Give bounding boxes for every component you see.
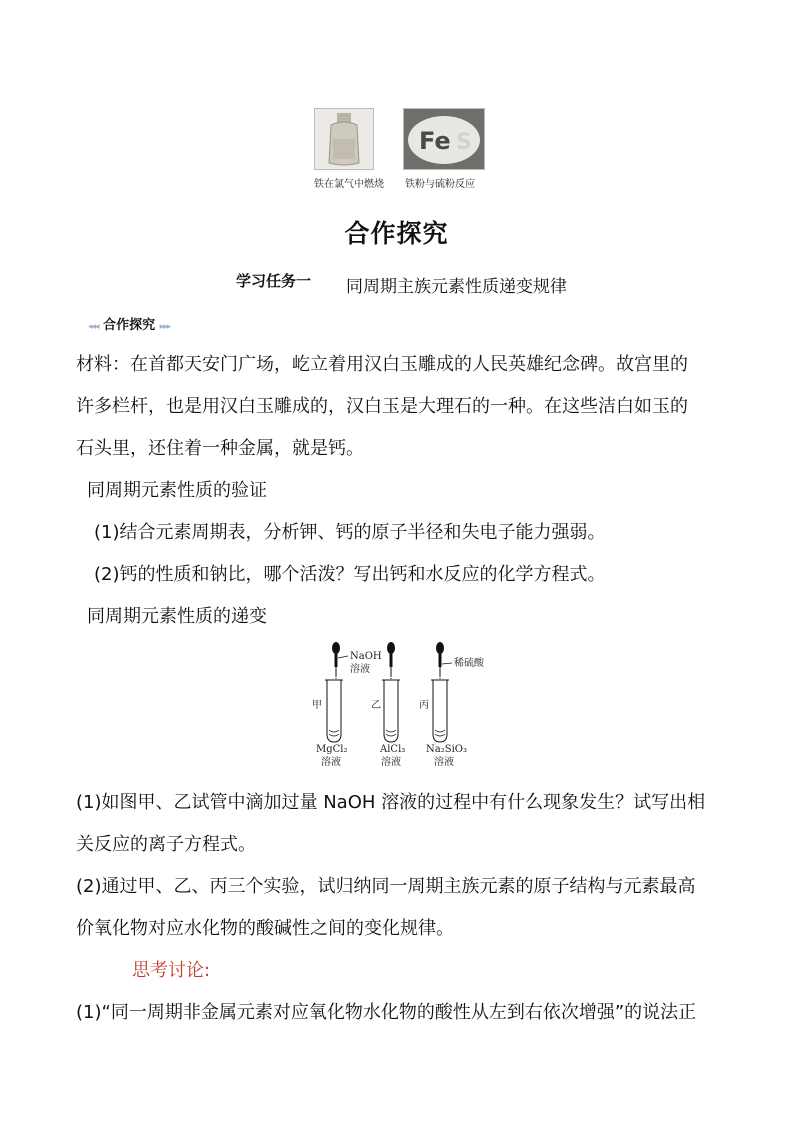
task-label: 学习任务一 <box>236 272 312 290</box>
solution-1-word: 溶液 <box>321 757 341 768</box>
svg-text:S: S <box>456 130 472 155</box>
right-photo-caption: 铁粉与硫粉反应 <box>405 179 475 190</box>
material-line-3: 石头里，还住着一种金属，就是钙。 <box>76 438 364 459</box>
solution-1-formula: MgCl₂ <box>316 744 348 755</box>
dropper-3-icon <box>436 642 444 680</box>
svg-text:Fe: Fe <box>419 127 451 155</box>
tag-right-arrows-icon: ▸▸▸ <box>159 322 171 332</box>
question-2-line-1: (2)通过甲、乙、丙三个实验，试归纳同一周期主族元素的原子结构与元素最高 <box>76 876 696 897</box>
verify-question-1: (1)结合元素周期表，分析钾、钙的原子半径和失电子能力强弱。 <box>94 522 606 543</box>
trend-heading: 同周期元素性质的递变 <box>87 606 267 627</box>
tube-label-jia: 甲 <box>312 700 322 711</box>
tag-left-arrows-icon: ◂◂◂ <box>88 322 99 332</box>
tube-label-bing: 丙 <box>419 700 429 711</box>
question-1-line-1: (1)如图甲、乙试管中滴加过量 NaOH 溶液的过程中有什么现象发生？试写出相 <box>76 792 706 813</box>
fe-powder-illustration <box>404 109 484 169</box>
reagent-naoh-solution-label: 溶液 <box>350 664 370 675</box>
solution-3-formula: Na₂SiO₃ <box>426 744 467 755</box>
solution-2-formula: AlCl₃ <box>380 744 406 755</box>
reagent-acid-label: 稀硫酸 <box>454 658 484 669</box>
test-tube-2 <box>382 680 400 742</box>
question-1-line-2: 关反应的离子方程式。 <box>76 834 256 855</box>
dropper-2-icon <box>387 642 395 680</box>
section-tag <box>88 314 170 333</box>
dropper-1-icon <box>332 642 340 680</box>
material-line-2: 许多栏杆，也是用汉白玉雕成的，汉白玉是大理石的一种。在这些洁白如玉的 <box>76 396 688 417</box>
left-photo-caption: 铁在氯气中燃烧 <box>314 179 384 190</box>
discussion-heading: 思考讨论: <box>132 960 211 981</box>
page-title: 合作探究 <box>344 219 449 248</box>
material-line-1: 材料：在首都天安门广场，屹立着用汉白玉雕成的人民英雄纪念碑。故宫里的 <box>76 354 688 375</box>
iron-chlorine-photo <box>314 108 374 170</box>
solution-2-word: 溶液 <box>381 757 401 768</box>
task-title: 同周期主族元素性质递变规律 <box>346 277 567 297</box>
discussion-question-1: (1)“同一周期非金属元素对应氧化物水化物的酸性从左到右依次增强”的说法正 <box>76 1002 697 1023</box>
verify-heading: 同周期元素性质的验证 <box>87 480 267 501</box>
test-tube-1 <box>325 680 343 742</box>
tube-label-yi: 乙 <box>371 700 381 711</box>
question-2-line-2: 价氧化物对应水化物的酸碱性之间的变化规律。 <box>76 918 454 939</box>
section-tag-label: 合作探究 <box>103 318 156 333</box>
solution-3-word: 溶液 <box>434 757 454 768</box>
verify-question-2: (2)钙的性质和钠比，哪个活泼？写出钙和水反应的化学方程式。 <box>94 564 606 585</box>
reagent-naoh-label: NaOH <box>350 651 382 662</box>
iron-sulfur-photo <box>403 108 485 170</box>
test-tube-3 <box>431 680 449 742</box>
gas-bottle-illustration <box>315 109 373 169</box>
test-tube-diagram <box>300 636 490 772</box>
